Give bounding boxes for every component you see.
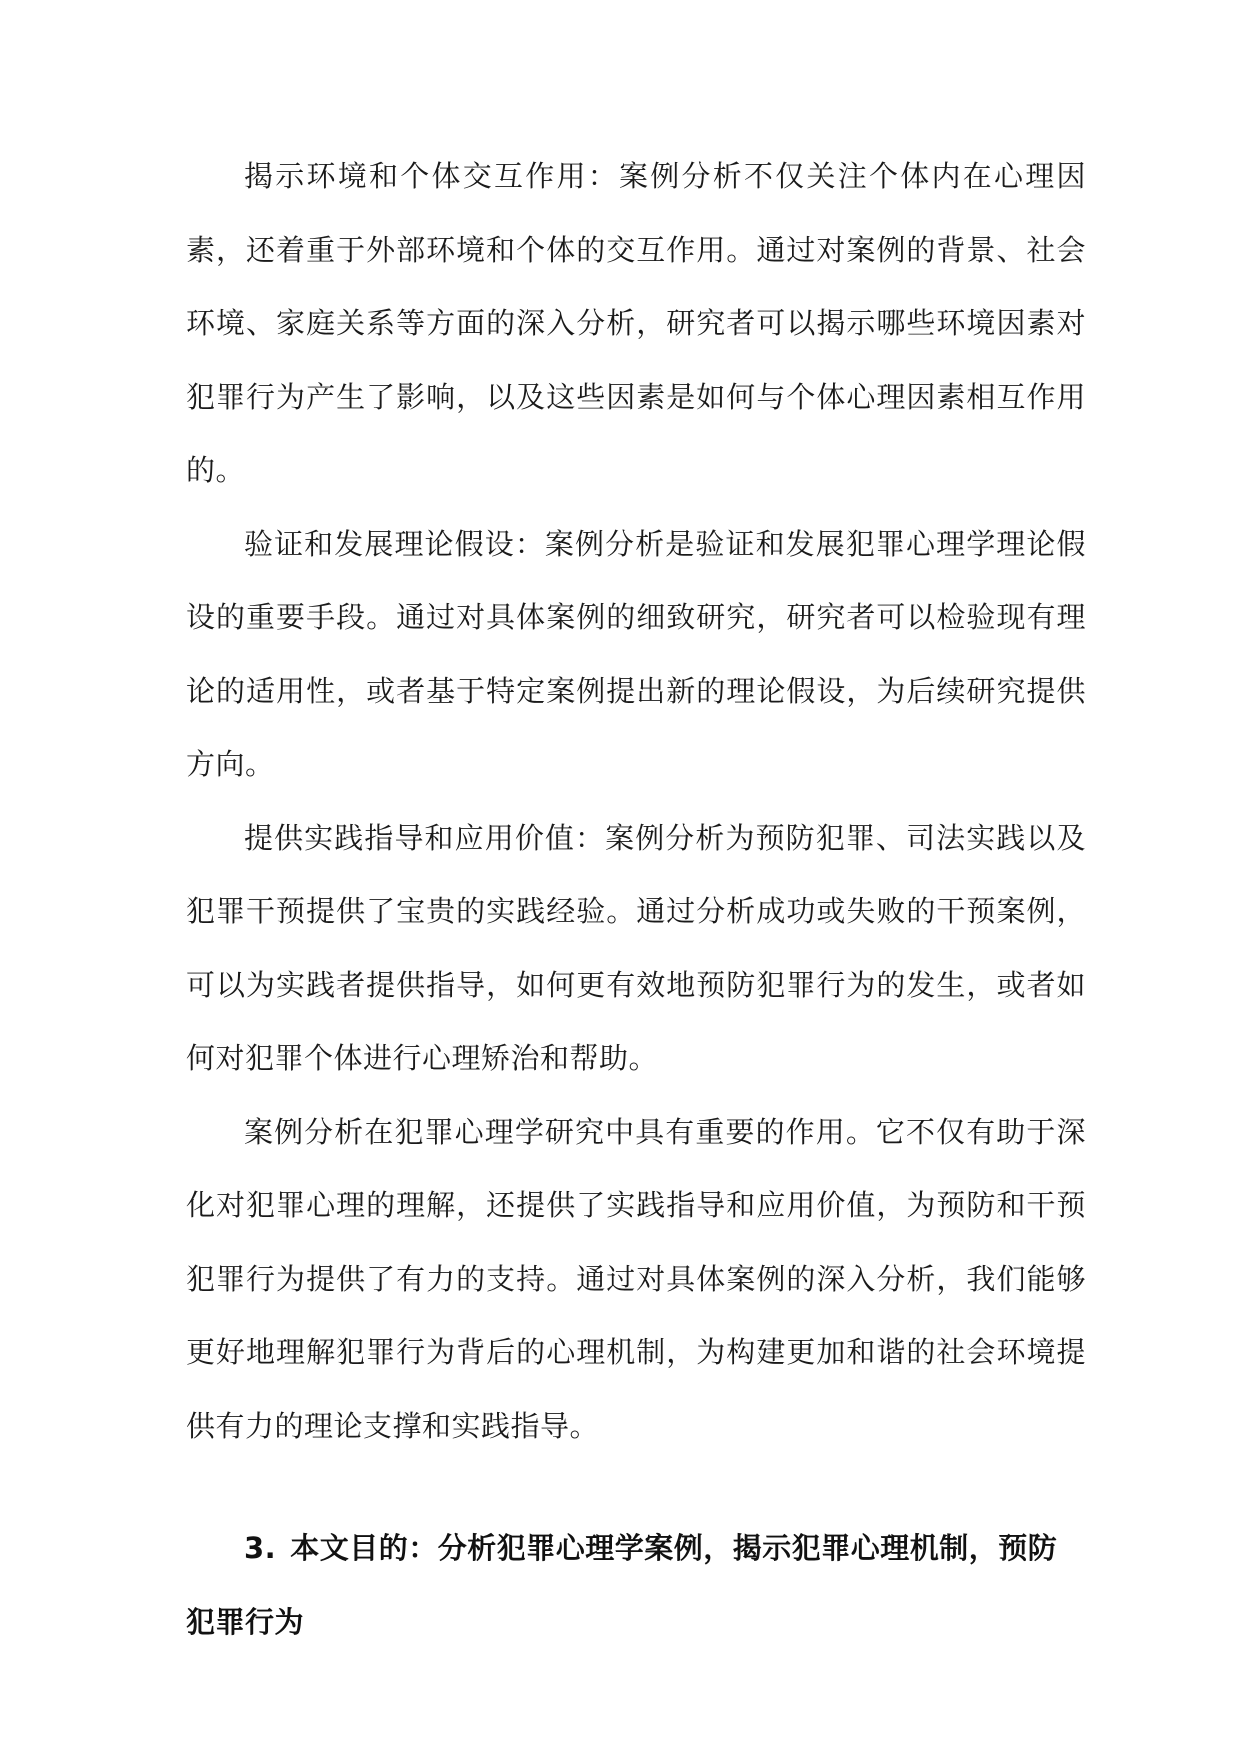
page-body xyxy=(186,140,1086,1659)
paragraph-practice-guidance: 提供实践指导和应用价值：案例分析为预防犯罪、司法实践以及犯罪干预提供了宝贵的实践经验。通过分析成功或失败的干预案例，可以为实践者提供指导，如何更有效地预防犯罪行为的发生，或者如何对犯罪个体进行心理矫治和帮助。 xyxy=(186,820,1086,1075)
section-title: 本文目的：分析犯罪心理学案例，揭示犯罪心理机制，预防犯罪行为 xyxy=(186,1531,1058,1639)
paragraph-environment-interaction: 揭示环境和个体交互作用：案例分析不仅关注个体内在心理因素，还着重于外部环境和个体的交互作用。通过对案例的背景、社会环境、家庭关系等方面的深入分析，研究者可以揭示哪些环境因素对犯罪行为产生了影响，以及这些因素是如何与个体心理因素相互作用的。 xyxy=(186,159,1086,487)
section-number: 3. xyxy=(244,1531,277,1565)
paragraph-theory-validation: 验证和发展理论假设：案例分析是验证和发展犯罪心理学理论假设的重要手段。通过对具体案例的细致研究，研究者可以检验现有理论的适用性，或者基于特定案例提出新的理论假设，为后续研究提供方向。 xyxy=(186,526,1086,781)
section-heading xyxy=(186,1512,1086,1659)
paragraph-summary: 案例分析在犯罪心理学研究中具有重要的作用。它不仅有助于深化对犯罪心理的理解，还提供了实践指导和应用价值，为预防和干预犯罪行为提供了有力的支持。通过对具体案例的深入分析，我们能够更好地理解犯罪行为背后的心理机制，为构建更加和谐的社会环境提供有力的理论支撑和实践指导。 xyxy=(186,1114,1086,1443)
